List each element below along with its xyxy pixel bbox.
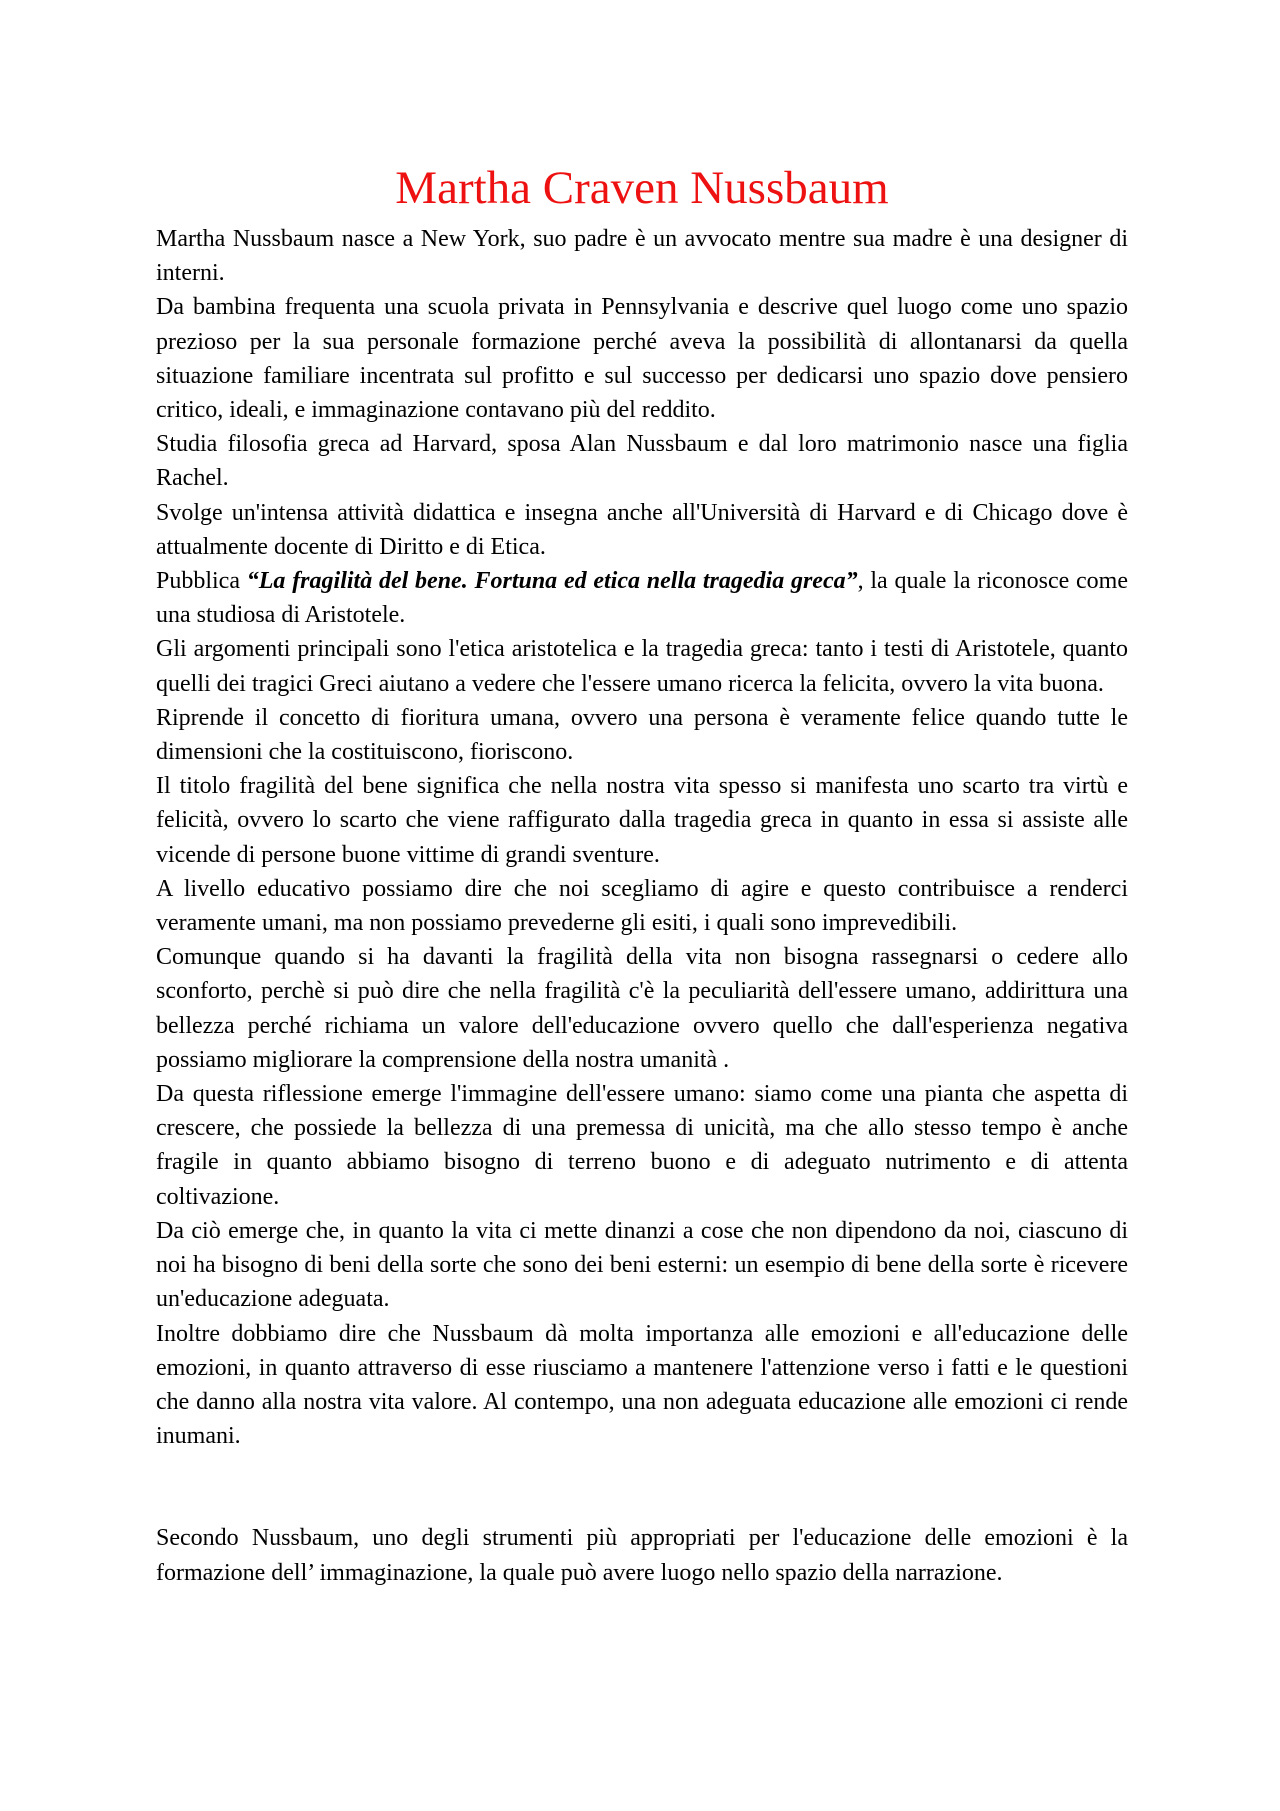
paragraph-childhood: Da bambina frequenta una scuola privata in Pennsylvania e descrive quel luogo come uno spazio prezioso per la sua personale formazione perché aveva la possibilità di allontanarsi da quella situazione familiare incentrata sul profitto e sul successo per dedicarsi uno spazio dove pensiero critico, ideali, e immaginazione contavano più del reddito. bbox=[156, 294, 1128, 424]
paragraph-human-image: Da questa riflessione emerge l'immagine dell'essere umano: siamo come una pianta che aspetta di crescere, che possiede la bellezza di una premessa di unicità, ma che allo stesso tempo è anche fragile in quanto abbiamo bisogno di terreno buono e di adeguato nutrimento e di attenta coltivazione. bbox=[156, 1081, 1128, 1210]
paragraph-fragility-title: Il titolo fragilità del bene significa che nella nostra vita spesso si manifesta uno scarto tra virtù e felicità, ovvero lo scarto che viene raffigurato dalla tragedia greca in quanto in essa si assiste alle vicende di persone buone vittime di grandi sventure. bbox=[156, 773, 1128, 868]
book-title: “La fragilità del bene. Fortuna ed etica nella tragedia greca” bbox=[246, 568, 858, 595]
paragraph-fragility-of-life: Comunque quando si ha davanti la fragilità della vita non bisogna rassegnarsi o cedere allo sconforto, perchè si può dire che nella fragilità c'è la peculiarità dell'essere umano, addirittura una bellezza perché richiama un valore dell'educazione ovvero quello che dall'esperienza negativa possiamo migliorare la comprensione della nostra umanità . bbox=[156, 944, 1128, 1073]
paragraph-human-flourishing: Riprende il concetto di fioritura umana, ovvero una persona è veramente felice quando tutte le dimensioni che la costituiscono, fioriscono. bbox=[156, 704, 1128, 766]
publication-prefix: Pubblica bbox=[156, 568, 247, 595]
page-title: Martha Craven Nussbaum bbox=[395, 162, 889, 214]
paragraph-studies: Studia filosofia greca ad Harvard, sposa Alan Nussbaum e dal loro matrimonio nasce una figlia Rachel. bbox=[156, 431, 1128, 492]
paragraph-spacer bbox=[156, 1453, 1128, 1521]
paragraph-emotions: Inoltre dobbiamo dire che Nussbaum dà molta importanza alle emozioni e all'educazione delle emozioni, in quanto attraverso di esse riusciamo a mantenere l'attenzione verso i fatti e le questioni che danno alla nostra vita valore. Al contempo, una non adeguata educazione alle emozioni ci rende inumani. bbox=[156, 1320, 1128, 1450]
paragraph-educational-level: A livello educativo possiamo dire che noi scegliamo di agire e questo contribuisce a renderci veramente umani, ma non possiamo prevederne gli esiti, i quali sono imprevedibili. bbox=[156, 875, 1128, 937]
document-page bbox=[156, 160, 1128, 1590]
paragraph-teaching: Svolge un'intensa attività didattica e insegna anche all'Università di Harvard e di Chicago dove è attualmente docente di Diritto e di Etica. bbox=[156, 499, 1128, 560]
paragraph-closing: Secondo Nussbaum, uno degli strumenti più appropriati per l'educazione delle emozioni è la formazione dell’ immaginazione, la quale può avere luogo nello spazio della narrazione. bbox=[156, 1525, 1128, 1586]
paragraph-publication bbox=[156, 564, 1128, 632]
publication-suffix: , la quale la riconosce come una studiosa di Aristotele. bbox=[156, 568, 1129, 629]
paragraph-birth: Martha Nussbaum nasce a New York, suo padre è un avvocato mentre sua madre è una designer di interni. bbox=[156, 226, 1128, 287]
paragraph-main-arguments: Gli argomenti principali sono l'etica aristotelica e la tragedia greca: tanto i testi di Aristotele, quanto quelli dei tragici Greci aiutano a vedere che l'essere umano ricerca la felicita, ovvero la vita buona. bbox=[156, 636, 1128, 697]
paragraph-goods-of-fortune: Da ciò emerge che, in quanto la vita ci mette dinanzi a cose che non dipendono da noi, ciascuno di noi ha bisogno di beni della sorte che sono dei beni esterni: un esempio di bene della sorte è ricevere un'educazione adeguata. bbox=[156, 1217, 1128, 1313]
